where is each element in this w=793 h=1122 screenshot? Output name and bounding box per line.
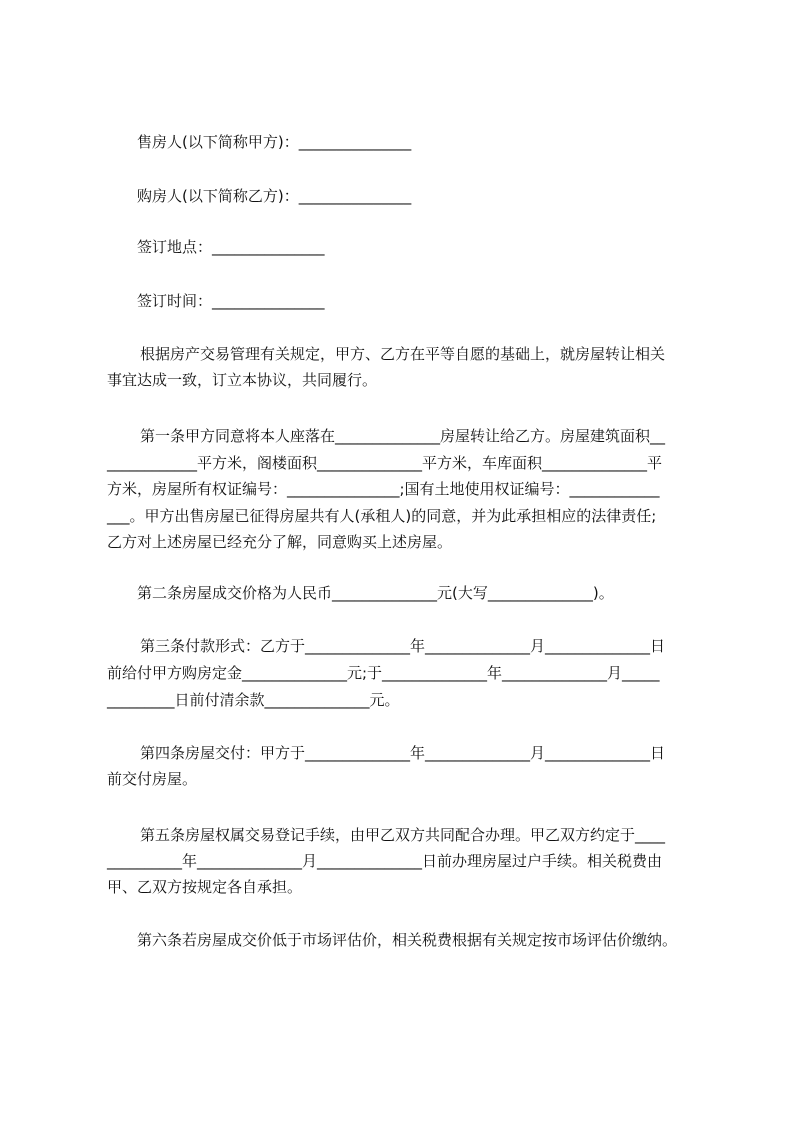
article1-line-3: 方米，房屋所有权证编号：_______________;国有土地使用权证编号：____________ <box>107 480 660 498</box>
article1-line-4: ___。甲方出售房屋已征得房屋共有人(承租人)的同意，并为此承担相应的法律责任; <box>107 507 657 525</box>
intro-line-1: 根据房产交易管理有关规定，甲方、乙方在平等自愿的基础上，就房屋转让相关 <box>140 345 666 363</box>
seller-field: 售房人(以下简称甲方)：_______________ <box>137 133 412 151</box>
article5-line-1: 第五条房屋权属交易登记手续，由甲乙双方共同配合办理。甲乙双方约定于____ <box>140 826 666 844</box>
article5-line-3: 甲、乙双方按规定各自承担。 <box>107 878 303 896</box>
intro-line-2: 事宜达成一致，订立本协议，共同履行。 <box>107 371 378 389</box>
article1-line-5: 乙方对上述房屋已经充分了解，同意购买上述房屋。 <box>107 533 453 551</box>
article3-line-1: 第三条付款形式：乙方于______________年______________月______________日 <box>140 637 666 655</box>
buyer-field: 购房人(以下简称乙方)：_______________ <box>137 187 412 205</box>
article4-line-2: 前交付房屋。 <box>107 770 198 788</box>
article2-line-1: 第二条房屋成交价格为人民币______________元(大写______________)。 <box>137 584 614 602</box>
article1-line-2: ____________平方米，阁楼面积______________平方米，车库面积______________平 <box>107 454 663 472</box>
signing-time-field: 签订时间：_______________ <box>137 292 325 310</box>
article6-line-1: 第六条若房屋成交价低于市场评估价，相关税费根据有关规定按市场评估价缴纳。 <box>137 931 678 949</box>
article1-line-1: 第一条甲方同意将本人座落在______________房屋转让给乙方。房屋建筑面积__ <box>140 427 666 445</box>
article3-line-3: _________日前付清余款______________元。 <box>107 691 400 709</box>
article4-line-1: 第四条房屋交付：甲方于______________年______________月______________日 <box>140 744 666 762</box>
signing-place-field: 签订地点：_______________ <box>137 238 325 256</box>
article5-line-2: __________年______________月______________日前办理房屋过户手续。相关税费由 <box>107 852 663 870</box>
article3-line-2: 前给付甲方购房定金______________元;于______________年______________月_____ <box>107 664 660 682</box>
